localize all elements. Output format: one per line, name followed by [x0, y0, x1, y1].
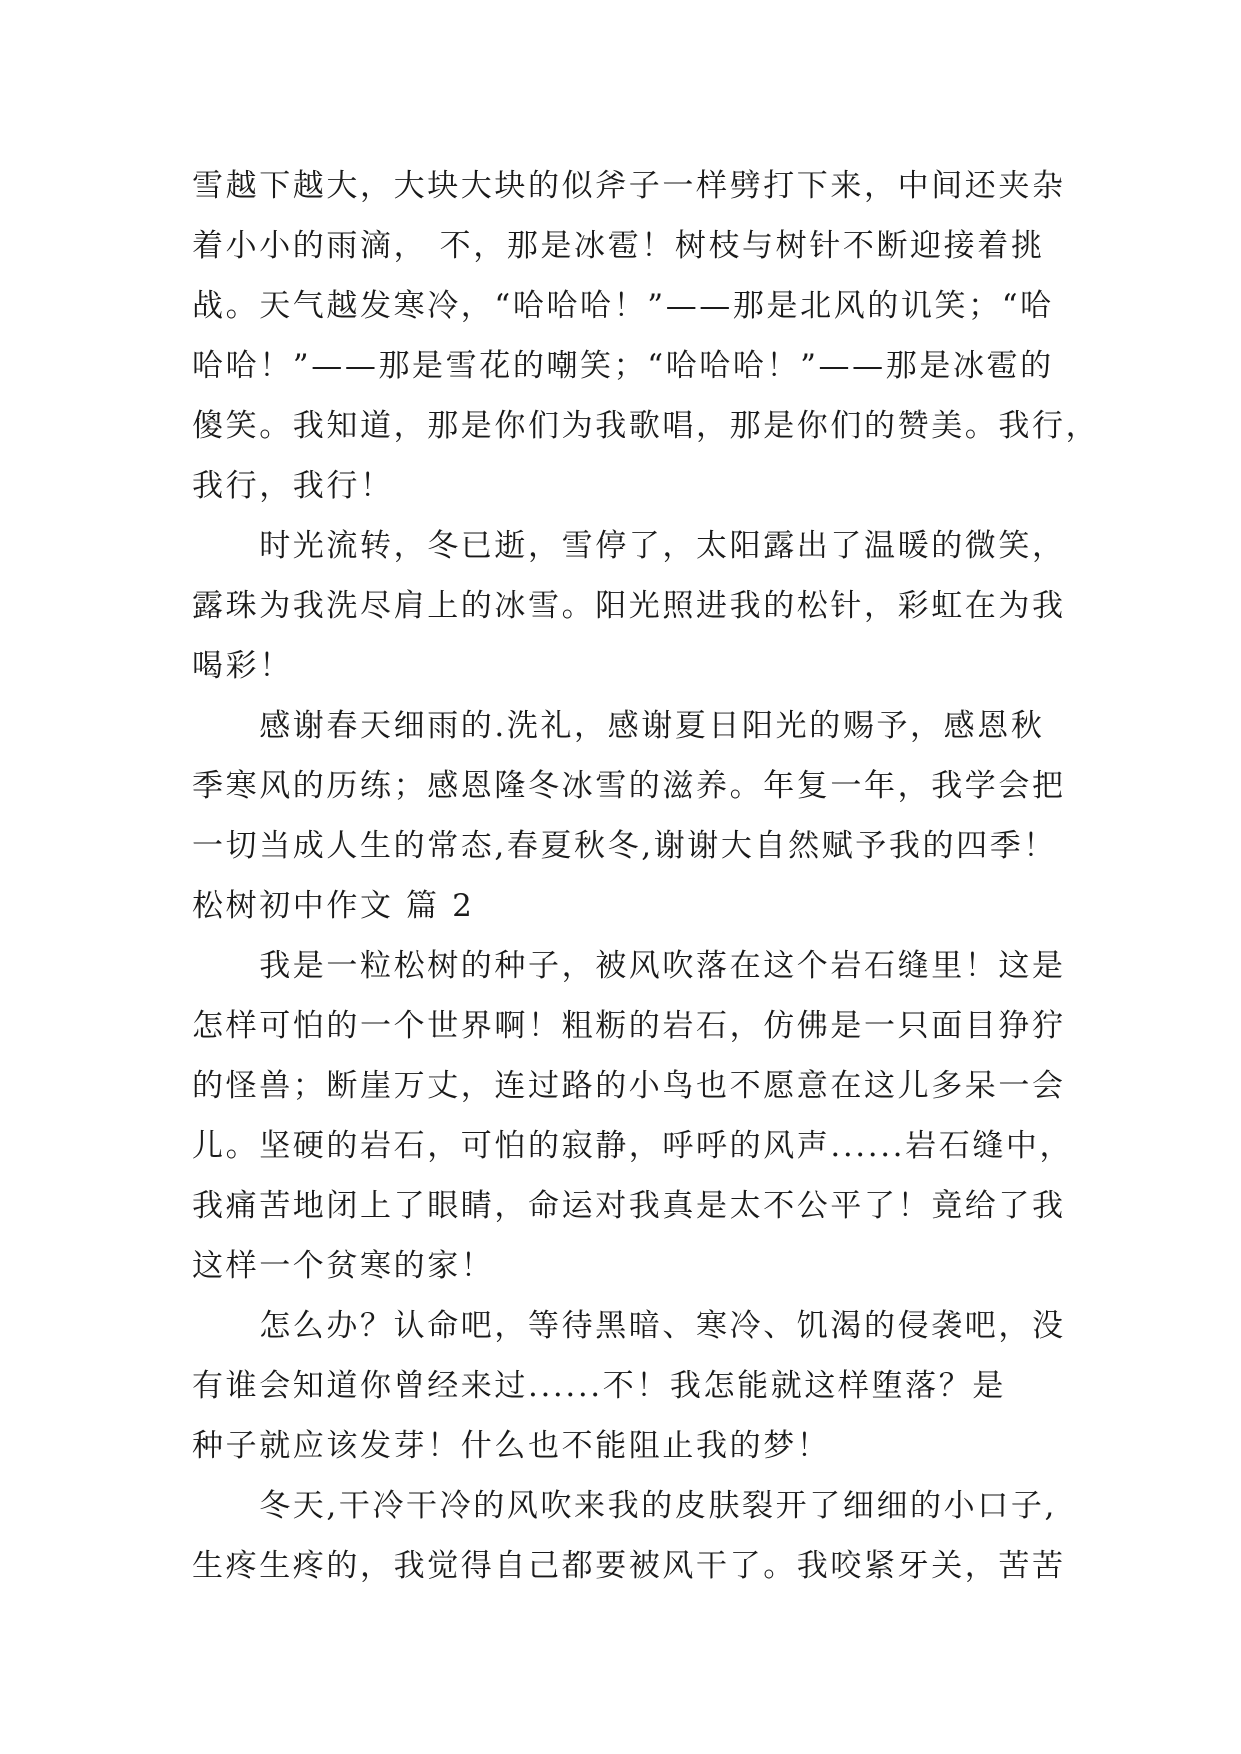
section-heading: 松树初中作文 篇 2	[192, 888, 475, 924]
text-line: 我痛苦地闭上了眼睛，命运对我真是太不公平了！竟给了我	[192, 1188, 1066, 1224]
text-line: 一切当成人生的常态,春夏秋冬,谢谢大自然赋予我的四季！	[192, 828, 1057, 864]
text-line: 喝彩！	[192, 648, 293, 684]
text-line: 时光流转，冬已逝，雪停了，太阳露出了温暖的微笑，	[192, 528, 1066, 564]
text-line: 怎么办？认命吧，等待黑暗、寒冷、饥渴的侵袭吧，没	[192, 1308, 1066, 1344]
text-line: 哈哈！”——那是雪花的嘲笑；“哈哈哈！”——那是冰雹的	[192, 348, 1054, 384]
text-line: 的怪兽；断崖万丈，连过路的小鸟也不愿意在这儿多呆一会	[192, 1068, 1066, 1104]
text-line: 傻笑。我知道，那是你们为我歌唱，那是你们的赞美。我行，	[192, 408, 1100, 444]
text-line: 儿。坚硬的岩石，可怕的寂静，呼呼的风声......岩石缝中，	[192, 1128, 1074, 1164]
text-line: 战。天气越发寒冷，“哈哈哈！”——那是北风的讥笑；“哈	[192, 288, 1054, 324]
text-line: 着小小的雨滴， 不，那是冰雹！树枝与树针不断迎接着挑	[192, 228, 1045, 264]
text-line: 感谢春天细雨的.洗礼，感谢夏日阳光的赐予，感恩秋	[192, 708, 1045, 744]
text-line: 种子就应该发芽！什么也不能阻止我的梦！	[192, 1428, 831, 1464]
text-line: 这样一个贫寒的家！	[192, 1248, 495, 1284]
text-line: 露珠为我洗尽肩上的冰雪。阳光照进我的松针，彩虹在为我	[192, 588, 1066, 624]
essay-body	[192, 156, 1100, 1596]
text-line: 我行，我行！	[192, 468, 394, 504]
text-line: 雪越下越大，大块大块的似斧子一样劈打下来，中间还夹杂	[192, 168, 1066, 204]
text-line: 冬天,干冷干冷的风吹来我的皮肤裂开了细细的小口子,	[192, 1488, 1057, 1524]
text-line: 我是一粒松树的种子，被风吹落在这个岩石缝里！这是	[192, 948, 1066, 984]
text-line: 季寒风的历练；感恩隆冬冰雪的滋养。年复一年，我学会把	[192, 768, 1066, 804]
text-line: 有谁会知道你曾经来过......不！我怎能就这样堕落？是	[192, 1368, 1006, 1404]
text-line: 生疼生疼的，我觉得自己都要被风干了。我咬紧牙关，苦苦	[192, 1548, 1066, 1584]
text-line: 怎样可怕的一个世界啊！粗粝的岩石，仿佛是一只面目狰狞	[192, 1008, 1066, 1044]
